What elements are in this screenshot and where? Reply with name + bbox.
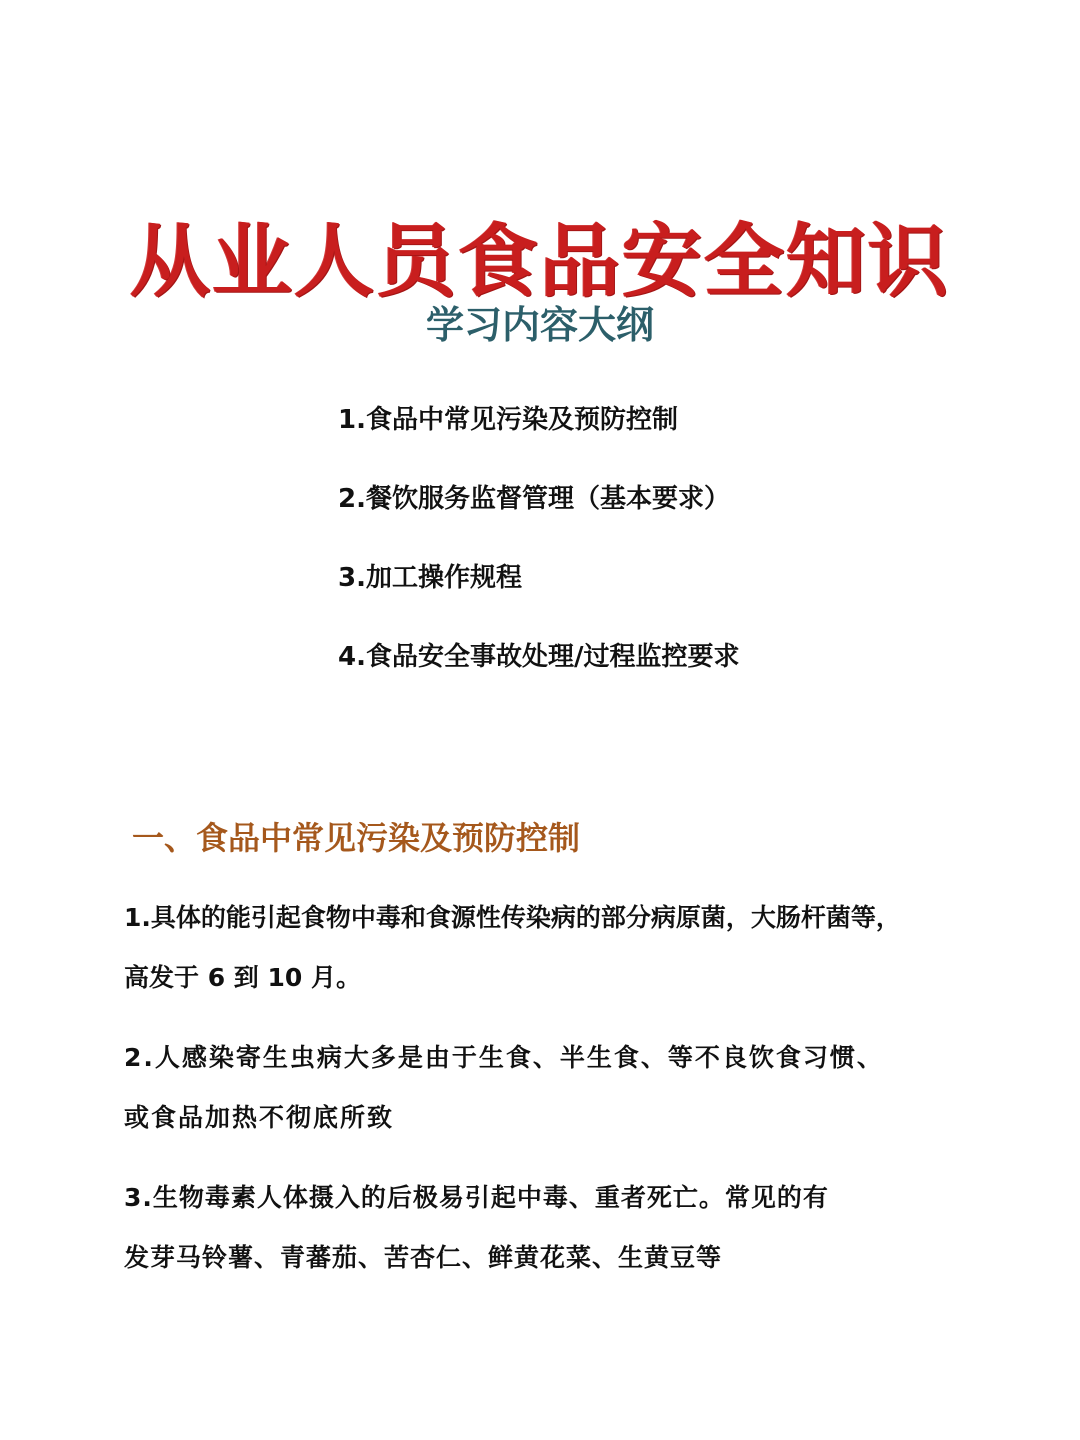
- paragraph: [124, 1168, 984, 1288]
- outline-item: 2.餐饮服务监督管理（基本要求）: [338, 484, 730, 514]
- paragraph-line: 3.生物毒素人体摄入的后极易引起中毒、重者死亡。常见的有: [124, 1183, 829, 1212]
- paragraph-line: 1.具体的能引起食物中毒和食源性传染病的部分病原菌，大肠杆菌等，: [124, 903, 901, 932]
- section-heading: 一、食品中常见污染及预防控制: [132, 819, 581, 857]
- outline-item: 1.食品中常见污染及预防控制: [338, 405, 678, 435]
- paragraph-line: 发芽马铃薯、青蕃茄、苦杏仁、鲜黄花菜、生黄豆等: [124, 1243, 723, 1272]
- outline-item: 4.食品安全事故处理/过程监控要求: [338, 642, 740, 672]
- outline-subtitle: 学习内容大纲: [425, 303, 654, 347]
- paragraph: [124, 1028, 984, 1148]
- paragraph-line: 或食品加热不彻底所致: [124, 1103, 395, 1132]
- paragraph-line: 高发于 6 到 10 月。: [124, 963, 362, 992]
- page-title: 从业人员食品安全知识: [130, 214, 950, 308]
- outline-list: [338, 398, 1038, 714]
- paragraph-line: 2.人感染寄生虫病大多是由于生食、半生食、等不良饮食习惯、: [124, 1043, 884, 1072]
- paragraph: [124, 888, 984, 1008]
- outline-item: 3.加工操作规程: [338, 563, 522, 593]
